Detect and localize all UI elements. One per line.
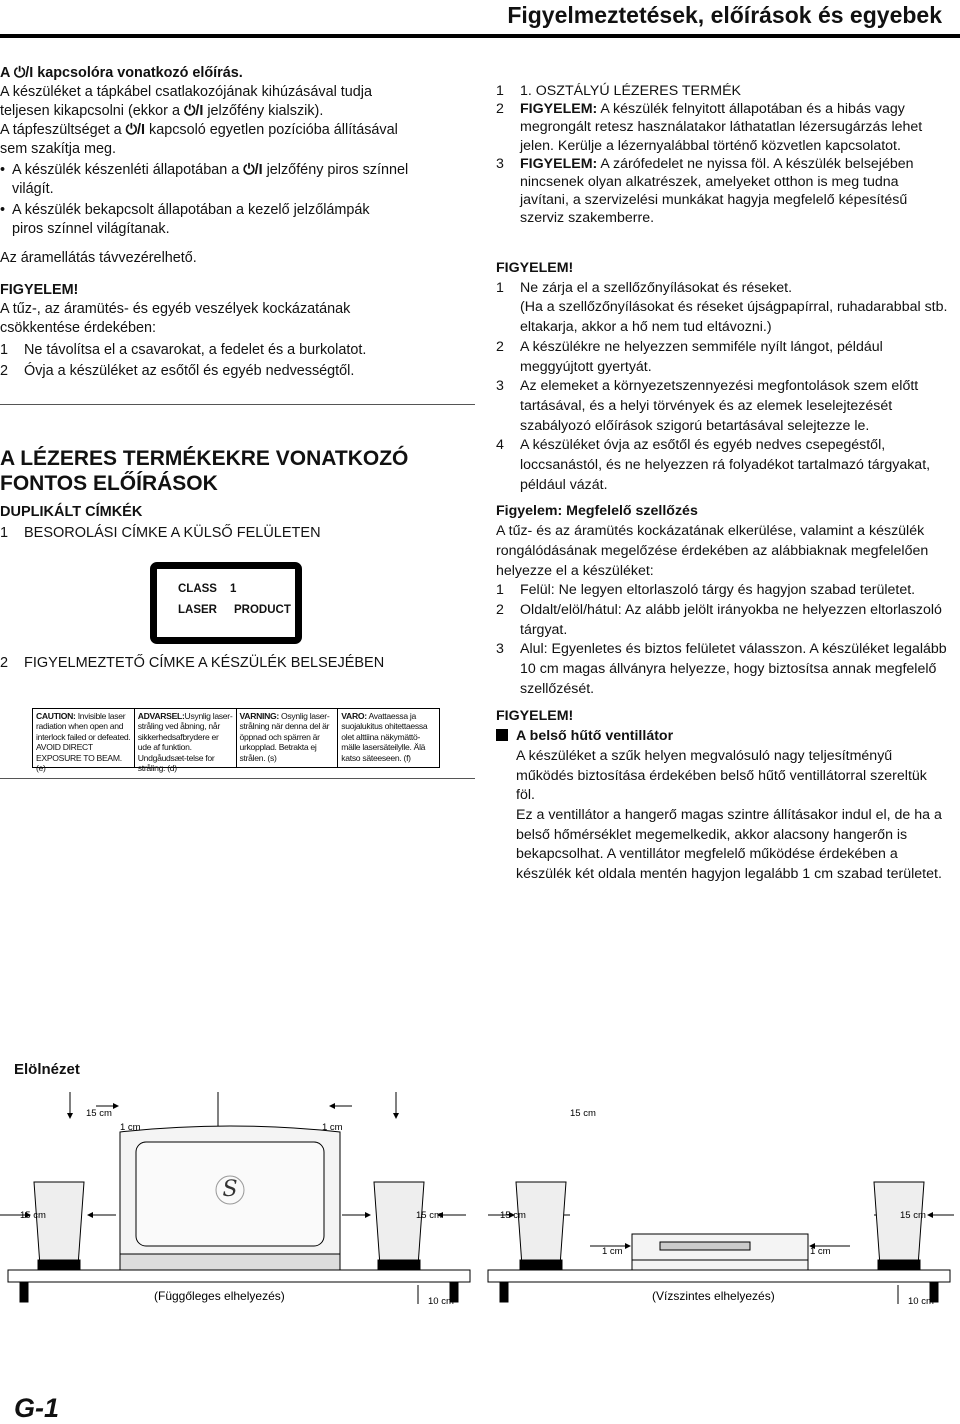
power-symbol-icon: ⏻/I bbox=[243, 162, 263, 178]
warning2-item: 1 Ne zárja el a szellőzőnyílásokat és réseket. (Ha a szellőzőnyílásokat és réseket újságpapírral, ruhadarabbal stb. eltakarja, akkor a hő nem tud eltávozni.) bbox=[496, 279, 948, 336]
fan-paragraph-1: A készüléket a szűk helyen megvalósuló nagy teljesítményű működés biztosítása érdekében belső hűtő ventillátorral szereltük föl. bbox=[516, 747, 927, 804]
power-switch-section bbox=[0, 64, 470, 381]
warning-label-da: ADVARSEL:Usynlig laser-stråling ved åbning, når sikkerhedsafbrydere er ude af funktion. Undgåudsæt-telse for stråling. (d) bbox=[135, 709, 237, 767]
speaker-right-horizontal bbox=[874, 1182, 924, 1270]
ventilation-intro: A tűz- és az áramütés kockázatának elkerülése, valamint a készülék rongálódásának megelőzése érdekében az alábbiaknak megfelelően helyezze el a készüléket: bbox=[496, 523, 929, 579]
power-symbol-icon: ⏻/I bbox=[183, 103, 204, 119]
warning-label-en: CAUTION: Invisible laser radiation when open and interlock failed or defeated. AVOID DIRECT EXPOSURE TO BEAM. (e) bbox=[33, 709, 135, 767]
dim-side-4: 15 cm bbox=[900, 1210, 926, 1221]
warning2-title: FIGYELEM! bbox=[496, 260, 574, 276]
power-text-line3: A tápfeszültséget a ⏻/I kapcsoló egyetlen pozícióba állításával bbox=[0, 122, 398, 138]
title-rule bbox=[0, 34, 960, 38]
warning2-item: 4 A készüléket óvja az esőtől és egyéb nedves csepegéstől, loccsanástól, és ne helyezzen rá folyadékot tartalmazó tárgyakat, például vázát. bbox=[496, 437, 931, 493]
page-title: Figyelmeztetések, előírások és egyebek bbox=[507, 2, 942, 28]
ventilation-title: Figyelem: Megfelelő szellőzés bbox=[496, 503, 698, 520]
remote-note: Az áramellátás távvezérelhető. bbox=[0, 250, 197, 266]
warning-text-2: csökkentése érdekében: bbox=[0, 320, 156, 336]
main-unit-vertical bbox=[120, 1126, 340, 1270]
dim-unit-left: 1 cm bbox=[602, 1246, 623, 1257]
warning-title: FIGYELEM! bbox=[0, 282, 79, 298]
laser-section bbox=[0, 446, 470, 541]
laser-heading: A LÉZERES TERMÉKEKRE VONATKOZÓ FONTOS ELŐÍRÁSOK bbox=[0, 447, 409, 495]
placement-diagram bbox=[0, 1090, 960, 1320]
laser-warning-label bbox=[32, 708, 440, 774]
caption-horizontal: (Vízszintes elhelyezés) bbox=[652, 1289, 775, 1303]
fan-paragraph-2: Ez a ventillátor a hangerő magas szintre állításakor indul el, de ha a belső hőmérséklet megemelkedik, akkor alacsony hangerőn is bekapcsolhat. A ventillátor megfelelő működése érdekében a készülék két oldala mentén hagyjon legalább 1 cm szabad területet. bbox=[516, 806, 942, 883]
label1-caption: 1 BESOROLÁSI CÍMKE A KÜLSŐ FELÜLETEN bbox=[0, 525, 321, 541]
class1-laser-label: CLASS 1 LASER PRODUCT bbox=[150, 562, 302, 644]
main-unit-horizontal bbox=[632, 1234, 808, 1270]
section-divider bbox=[0, 404, 475, 405]
power-symbol-icon: ⏻/I bbox=[13, 65, 34, 81]
caption-vertical: (Függőleges elhelyezés) bbox=[154, 1289, 285, 1303]
dim-side-2: 15 cm bbox=[416, 1210, 442, 1221]
figure-title: Elölnézet bbox=[14, 1061, 80, 1078]
label2-caption: 2 FIGYELMEZTETŐ CÍMKE A KÉSZÜLÉK BELSEJÉBEN bbox=[0, 655, 385, 671]
right-column bbox=[496, 82, 948, 228]
dim-unit-right: 1 cm bbox=[810, 1246, 831, 1257]
laser-item: 1 1. OSZTÁLYÚ LÉZERES TERMÉK bbox=[496, 83, 742, 99]
power-text-line1: A készüléket a tápkábel csatlakozójának kihúzásával tudja bbox=[0, 84, 372, 100]
fan-title: A belső hűtő ventillátor bbox=[496, 727, 948, 747]
power-symbol-icon: ⏻/I bbox=[125, 122, 145, 138]
dim-gap-left: 1 cm bbox=[120, 1122, 141, 1133]
warning-label-sv: VARNING: Osynlig laser-strålning när denna del är öppnad och spärren är urkopplad. Betrakta ej strålen. (s) bbox=[237, 709, 339, 767]
laser-item: 3 FIGYELEM: A zárófedelet ne nyissa föl. A készülék belsejében nincsenek olyan alkatrészek, amelyeket otthon is meg tudna javítani, a szervizelési munkákat hagyja megfelelő képesítésű szerviz szakemberre. bbox=[496, 155, 914, 227]
dim-top-vertical: 15 cm bbox=[86, 1108, 112, 1119]
speaker-left bbox=[34, 1182, 84, 1270]
warning-text-1: A tűz-, az áramütés- és egyéb veszélyek kockázatának bbox=[0, 301, 351, 317]
square-bullet-icon bbox=[496, 729, 508, 741]
svg-text:S: S bbox=[222, 1177, 238, 1202]
on-bullet: • A készülék bekapcsolt állapotában a kezelő jelzőlámpák piros színnel világítanak. bbox=[0, 201, 470, 239]
dim-side-1: 15 cm bbox=[20, 1210, 46, 1221]
warning-item: 1 Ne távolítsa el a csavarokat, a fedelet és a burkolatot. bbox=[0, 342, 367, 358]
right-warnings bbox=[496, 259, 948, 885]
section-divider bbox=[0, 778, 475, 779]
dim-side-3: 15 cm bbox=[500, 1210, 526, 1221]
dim-bottom-vertical: 10 cm bbox=[428, 1296, 454, 1307]
warning-label-fi: VARO: Avattaessa ja suojalukitus ohitettaessa olet alttiina näkymättö-mälle lasersäteilylle. Älä katso säteeseen. (f) bbox=[341, 711, 428, 763]
ventilation-item: 3 Alul: Egyenletes és biztos felületet válasszon. A készüléket legalább 10 cm magas állványra helyezze, hogy biztosítsa annak megfelelő szellőzését. bbox=[496, 641, 947, 697]
speaker-left-horizontal bbox=[516, 1182, 566, 1270]
power-switch-heading: A ⏻/I kapcsolóra vonatkozó előírás. bbox=[0, 65, 243, 81]
warning2-item: 2 A készülékre ne helyezzen semmiféle nyílt lángot, például meggyújtott gyertyát. bbox=[496, 338, 883, 375]
dim-bottom-horizontal: 10 cm bbox=[908, 1296, 934, 1307]
standby-bullet: • A készülék készenléti állapotában a ⏻/I jelzőfény piros színnel világít. bbox=[0, 161, 470, 199]
warning2-item: 3 Az elemeket a környezetszennyezési megfontolások szem előtt tartásával, és a helyi törvények és az elemek leselejtezését szabályozó előírások szigorú betartásával selejtezze le. bbox=[496, 378, 919, 434]
page-number: G-1 bbox=[14, 1393, 60, 1423]
power-text-line4: sem szakítja meg. bbox=[0, 141, 116, 157]
speaker-right bbox=[374, 1182, 424, 1270]
warning-item: 2 Óvja a készüléket az esőtől és egyéb nedvességtől. bbox=[0, 363, 355, 379]
warning3-title: FIGYELEM! bbox=[496, 708, 574, 725]
dim-top-horizontal: 15 cm bbox=[570, 1108, 596, 1119]
ventilation-item: 2 Oldalt/elöl/hátul: Az alább jelölt irányokba ne helyezzen eltorlaszoló tárgyat. bbox=[496, 601, 942, 638]
ventilation-item: 1 Felül: Ne legyen eltorlaszoló tárgy és hagyjon szabad területet. bbox=[496, 582, 916, 599]
power-text-line2: teljesen kikapcsolni (ekkor a ⏻/I jelzőfény kialszik). bbox=[0, 103, 324, 119]
dim-gap-right: 1 cm bbox=[322, 1122, 343, 1133]
laser-item: 2 FIGYELEM: A készülék felnyitott állapotában és a hibás vagy megrongált retesz használatakor láthatatlan lézersugárzás lehet jelen. Kerülje a lézernyalábbal történő közvetlen kapcsolatot. bbox=[496, 101, 923, 154]
duplicated-labels-heading: DUPLIKÁLT CÍMKÉK bbox=[0, 504, 143, 520]
